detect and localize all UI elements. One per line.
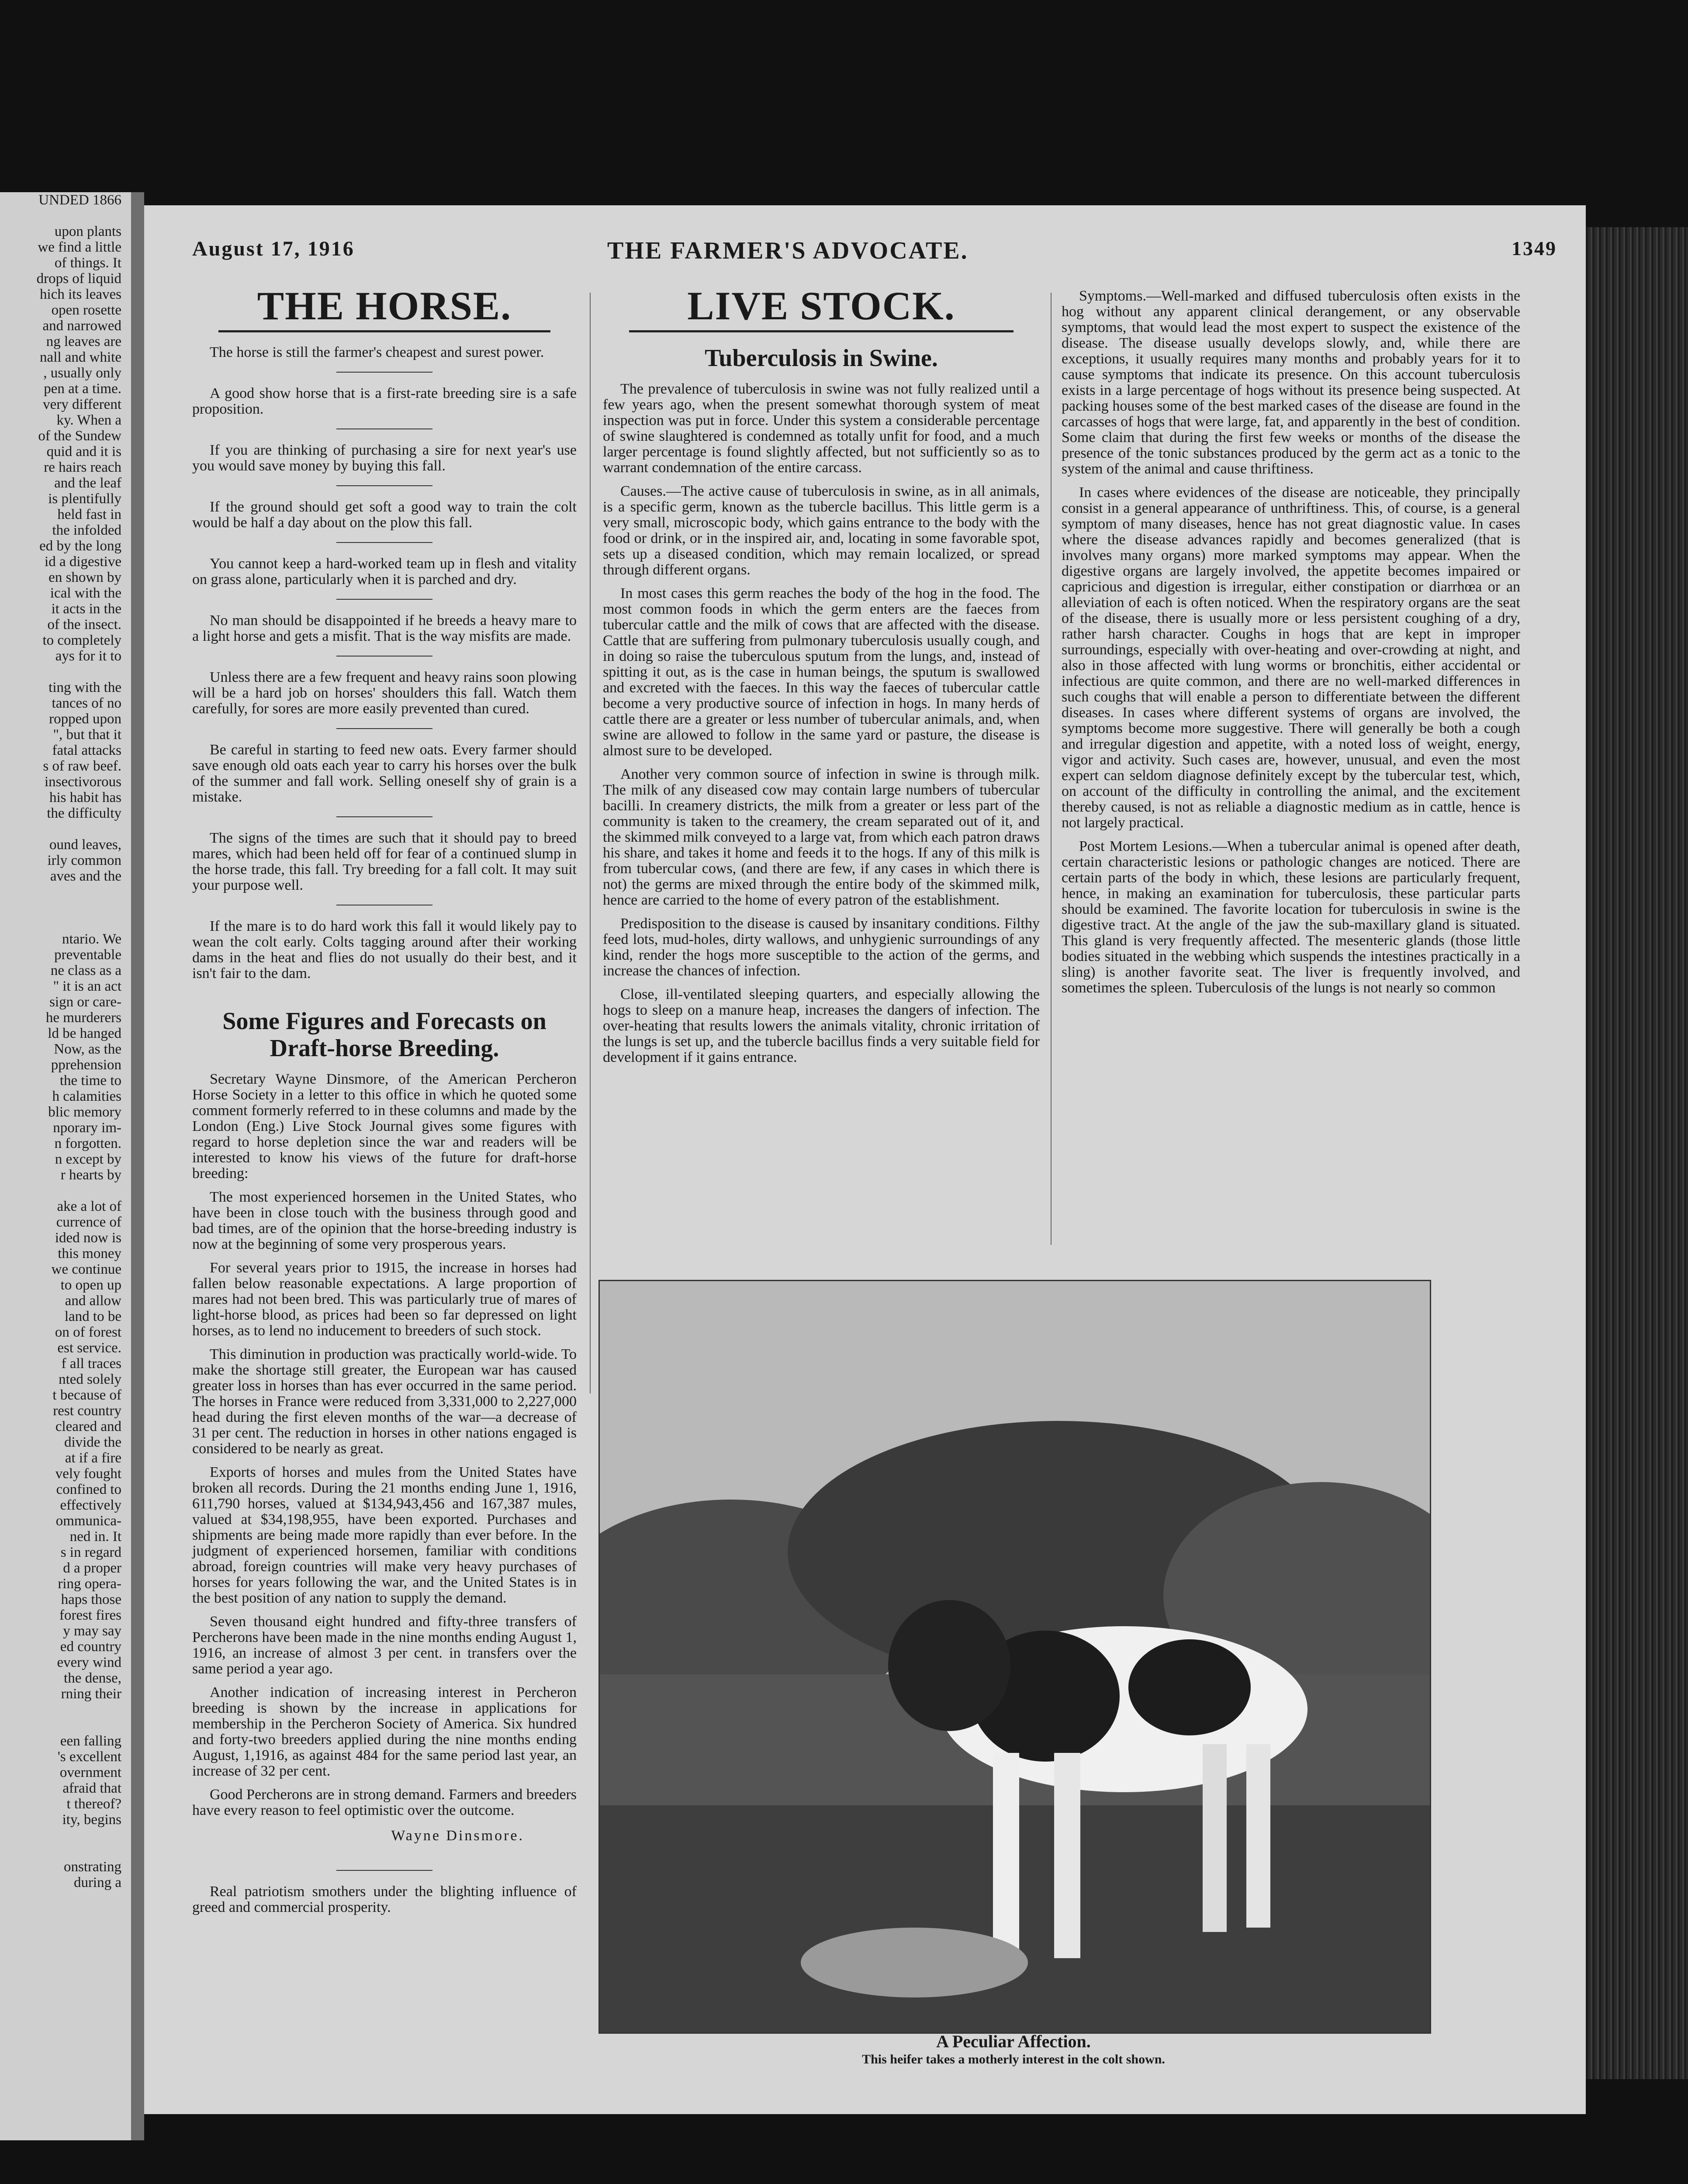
horse-note: Be careful in starting to feed new oats. Every farmer should save enough old oats each year to carry his horses over the bulk of the summer and fall work. Selling oneself shy of grain is a mistake. xyxy=(192,742,577,805)
left-page-line: and allow xyxy=(65,1293,121,1309)
left-page-line: rning their xyxy=(61,1686,121,1702)
left-page-line: preventable xyxy=(54,947,121,963)
left-page-line: forest fires xyxy=(59,1607,121,1623)
horse-note: The horse is still the farmer's cheapest and surest power. xyxy=(210,344,544,360)
left-page-line xyxy=(0,1717,131,1733)
section-rule xyxy=(629,330,1013,332)
divider xyxy=(336,1870,432,1871)
left-page-line: confined to xyxy=(56,1482,121,1497)
left-page-line: the infolded xyxy=(52,522,121,538)
left-page-line xyxy=(0,1702,131,1717)
tuberculosis-article-title: Tuberculosis in Swine. xyxy=(705,345,938,372)
closing-remark: Real patriotism smothers under the blighting influence of greed and commercial prosperity. xyxy=(192,1883,577,1915)
left-page-line: ned in. It xyxy=(69,1529,121,1545)
left-page-line: tances of no xyxy=(52,695,121,711)
left-page-line xyxy=(0,821,131,837)
left-page-line: 's excellent xyxy=(57,1749,121,1765)
left-page-line: open rosette xyxy=(51,302,121,318)
left-page-line xyxy=(0,1183,131,1199)
left-page-line: t because of xyxy=(52,1387,121,1403)
horse-note: If the ground should get soft a good way to train the colt would be half a day about on the plow this fall. xyxy=(192,499,577,531)
photo-illustration xyxy=(600,1281,1430,2032)
note-divider xyxy=(336,542,432,543)
masthead: THE FARMER'S ADVOCATE. xyxy=(607,237,969,264)
left-page-line: ring opera- xyxy=(58,1576,121,1592)
newspaper-page xyxy=(144,205,1586,2114)
article-paragraph: Causes.—The active cause of tuberculosis in swine, as in all animals, is a specific germ, known as the tubercle bacillus. This little germ is a very small, microscopic body, which gains entrance to the body with the food or drink, or in the inspired air, and, locating in some favorable spot, sets up a diseased condition, which may remain localized, or spread through different organs. xyxy=(603,483,1040,578)
left-page-line xyxy=(0,208,131,224)
horse-note: You cannot keep a hard-worked team up in flesh and vitality on grass alone, particularly when it is parched and dry. xyxy=(192,556,577,587)
section-rule xyxy=(218,330,550,332)
article-paragraph: Another indication of increasing interest in Percheron breeding is shown by the increase in applications for membership in the Percheron Society of America. Six hundred and forty-two breeders applied during the nine months ending August, 1,1916, as against 484 for the same period last year, an increase of 32 per cent. xyxy=(192,1684,577,1779)
left-page-line: ntario. We xyxy=(62,931,121,947)
left-page-line xyxy=(0,900,131,916)
left-page-line: during a xyxy=(73,1875,121,1890)
left-page-line: ake a lot of xyxy=(57,1199,121,1214)
left-page-line: ided now is xyxy=(55,1230,121,1246)
symptoms-column xyxy=(1062,288,1520,1004)
photo-caption: This heifer takes a motherly interest in the colt shown. xyxy=(862,2052,1165,2067)
horse-column xyxy=(192,284,577,1915)
article-signature: Wayne Dinsmore. xyxy=(391,1828,524,1844)
left-page-line: re hairs reach xyxy=(44,460,121,475)
issue-date: August 17, 1916 xyxy=(192,237,355,260)
left-page-line: the time to xyxy=(59,1073,121,1089)
horse-note: A good show horse that is a first-rate breeding sire is a safe proposition. xyxy=(192,385,577,417)
left-page-line: f all traces xyxy=(61,1356,121,1372)
left-page-line: pprehension xyxy=(51,1057,121,1073)
left-page-line: upon plants xyxy=(54,224,121,239)
left-page-line: nall and white xyxy=(40,349,121,365)
column-divider xyxy=(590,293,591,1393)
left-page-line: irly common xyxy=(47,853,121,868)
left-page-line: vely fought xyxy=(55,1466,121,1482)
left-page-line: land to be xyxy=(64,1309,121,1324)
left-page-line: of things. It xyxy=(54,255,121,271)
left-page-line: to completely xyxy=(42,632,121,648)
left-page-line xyxy=(0,1828,131,1843)
article-paragraph: Exports of horses and mules from the United States have broken all records. During the 21 months ending June 1, 1916, 611,790 horses, valued at $134,943,456 and 167,387 mules, valued at $34,198,955, have been exported. Purchases and shipments are being made more rapidly than ever before. In the judgment of experienced horsemen, familiar with conditions abroad, foreign countries will make very heavy purchases of horses for years following the war, and the United States is in the best position of any nation to supply the demand. xyxy=(192,1464,577,1606)
left-page-line: he murderers xyxy=(45,1010,121,1026)
left-page-line: very different xyxy=(43,397,121,412)
left-page-line: ld be hanged xyxy=(48,1026,121,1041)
left-page-line: of the Sundew xyxy=(38,428,121,444)
horse-note: No man should be disappointed if he breeds a heavy mare to a light horse and gets a misfit. That is the way misfits are made. xyxy=(192,612,577,644)
left-page-line: aves and the xyxy=(50,868,121,884)
left-page-line: on of forest xyxy=(55,1324,121,1340)
left-page-line: quid and it is xyxy=(46,444,121,460)
note-divider xyxy=(336,816,432,817)
left-page-line: currence of xyxy=(56,1214,121,1230)
left-page-line: ne class as a xyxy=(50,963,121,978)
note-divider xyxy=(336,728,432,729)
horse-note: Unless there are a few frequent and heavy rains soon plowing will be a hard job on horses' shoulders this fall. Watch them carefully, for sores are more easily prevented than cured. xyxy=(192,669,577,717)
left-page-line: nted solely xyxy=(59,1372,121,1387)
left-page-line: s of raw beef. xyxy=(43,758,121,774)
article-paragraph: The prevalence of tuberculosis in swine was not fully realized until a few years ago, when the present somewhat thorough system of meat inspection was put in force. Under this system a considerable percentage of swine slaughtered is condemned as totally unfit for food, and a much larger percentage is found slightly affected, but not sufficiently so as to warrant condemnation of the entire carcass. xyxy=(603,381,1040,476)
left-page-line: we continue xyxy=(51,1261,121,1277)
left-page-line: hich its leaves xyxy=(40,287,121,302)
left-page-line: afraid that xyxy=(62,1780,121,1796)
left-page-line: est service. xyxy=(57,1340,121,1356)
draft-horse-article-title: Some Figures and Forecasts on Draft-horse Breeding. xyxy=(222,1008,547,1062)
left-page-line: and the leaf xyxy=(54,475,121,491)
left-page-line: sign or care- xyxy=(49,994,121,1010)
left-page-line: n forgotten. xyxy=(54,1136,121,1151)
left-page-text xyxy=(0,192,131,1890)
symptoms-article-body xyxy=(1062,288,1520,996)
left-page-line: ed country xyxy=(60,1639,121,1655)
left-page-line xyxy=(0,916,131,931)
left-page-line: drops of liquid xyxy=(36,271,121,287)
left-page-line: nporary im- xyxy=(53,1120,121,1136)
horse-note: If the mare is to do hard work this fall it would likely pay to wean the colt early. Colts tagging around after their working dams in the heat and flies do not usually do their best, and it isn't fair to the dam. xyxy=(192,918,577,981)
article-paragraph: In most cases this germ reaches the body of the hog in the food. The most common foods in which the germ enters are the faeces from tubercular cattle and the milk of cows that are affected with the disease. Cattle that are suffering from pulmonary tuberculosis usually cough, and in doing so raise the tuberculous sputum from the lungs, and, instead of spitting it out, as is the case in human beings, the sputum is swallowed and excreted with the faeces. In this way the faeces of tubercular cattle become a very productive source of infection in hogs. In many herds of cattle there are a greater or less number of tubercular animals, and, when swine are allowed to follow in the same yard or pasture, the disease is almost sure to be developed. xyxy=(603,585,1040,759)
horse-section-title: THE HORSE. xyxy=(257,283,512,328)
left-page-line xyxy=(0,1843,131,1859)
horse-note: The signs of the times are such that it should pay to breed mares, which had been held off for fear of a continued slump in the horse trade, this fall. Try breeding for a fall colt. It may suit your purpose well. xyxy=(192,830,577,893)
heifer-and-colt-photo xyxy=(598,1280,1431,2034)
note-divider xyxy=(336,599,432,600)
left-page-line: the dense, xyxy=(64,1670,121,1686)
left-page-line: it acts in the xyxy=(51,601,121,617)
left-page-line: the difficulty xyxy=(47,805,121,821)
left-page-line: ropped upon xyxy=(49,711,121,727)
left-page-line: y may say xyxy=(63,1623,121,1639)
left-page-line: onstrating xyxy=(64,1859,121,1875)
left-page-line: s in regard xyxy=(60,1545,121,1560)
page-number: 1349 xyxy=(1512,237,1557,259)
left-page-line: insectivorous xyxy=(45,774,121,790)
left-page-line: " it is an act xyxy=(53,978,121,994)
article-paragraph: Another very common source of infection in swine is through milk. The milk of any diseased cow may contain large numbers of tubercular bacilli. In creamery districts, the milk from a greater or less part of the community is taken to the creamery, the cream separated out of it, and the skimmed milk conveyed to a large vat, from which each patron draws his share, and takes it home and feeds it to the hogs. If any of this milk is from tubercular cows, (and there are few, if any cases in which there is not) the germs are mixed through the entire body of the skimmed milk, hence are carried to the home of every patron of the establishment. xyxy=(603,766,1040,908)
horse-note: If you are thinking of purchasing a sire for next year's use you would save money by buying this fall. xyxy=(192,442,577,474)
note-divider xyxy=(336,372,432,373)
left-page-line: rest country xyxy=(53,1403,121,1419)
article-paragraph: In cases where evidences of the disease are noticeable, they principally consist in a general appearance of unthriftiness. This, of course, is a general symptom of many diseases, hence has not great diagnostic value. In cases where the disease advances rapidly and becomes generalized (that is involves many organs) more marked symptoms may appear. When the digestive organs are largely involved, the appetite becomes impaired or capricious and digestion is irregular, either constipation or diarrhœa or an alleviation of each is often noticed. When the respiratory organs are the seat of the disease, there is usually more or less persistent coughing of a dry, rather harsh character. Coughs in hogs that are kept in improper surroundings, especially with over-heating and over-crowding at night, and also in those affected with lung worms or bronchitis, either accidental or infectious are quite common, and there are no well-marked differences in such coughs that will enable a person to differentiate between the different diseases. In cases where different systems of organs are involved, the symptoms become more suggestive. There will generally be both a cough and irregular digestion and appetite, with a noted loss of weight, energy, vigor and activity. Such cases are, however, unusual, and even the most expert can seldom diagnose definitely except by the tubercular test, which, on account of the difficulty in controlling the animal, and the excitement thereby caused, is not as reliable a diagnostic medium as in cattle, hence is not largely practical. xyxy=(1062,484,1520,831)
left-page-line: his habit has xyxy=(49,790,121,805)
draft-horse-article-body xyxy=(192,1071,577,1818)
left-page-line: every wind xyxy=(57,1655,121,1670)
left-page-line: ed by the long xyxy=(39,538,121,554)
left-page-line: een falling xyxy=(60,1733,121,1749)
left-page-line: effectively xyxy=(60,1497,121,1513)
left-page-line: id a digestive xyxy=(45,554,121,570)
note-divider xyxy=(336,485,432,486)
left-page-line: ity, begins xyxy=(62,1812,121,1828)
left-page-line: h calamities xyxy=(52,1089,121,1104)
left-page-line: this money xyxy=(58,1246,121,1261)
horse-notes xyxy=(192,345,577,981)
left-page-line xyxy=(0,664,131,680)
photo-caption-title: A Peculiar Affection. xyxy=(936,2032,1091,2051)
left-page-line: UNDED 1866 xyxy=(38,192,121,208)
left-page-line: n except by xyxy=(55,1151,121,1167)
left-page-line: blic memory xyxy=(48,1104,121,1120)
livestock-section-title: LIVE STOCK. xyxy=(687,283,955,328)
left-page-line: ting with the xyxy=(48,680,121,695)
book-gutter xyxy=(131,192,144,2140)
left-page-line: divide the xyxy=(64,1434,121,1450)
left-page-line: ky. When a xyxy=(56,412,121,428)
left-page-line: at if a fire xyxy=(65,1450,121,1466)
tuberculosis-article-body xyxy=(603,381,1040,1065)
left-page-line xyxy=(0,884,131,900)
left-page-line: of the insect. xyxy=(47,617,121,632)
left-page-line: we find a little xyxy=(38,239,121,255)
left-page-line: is plentifully xyxy=(48,491,121,507)
left-page-line: fatal attacks xyxy=(52,743,121,758)
left-page-line: ays for it to xyxy=(55,648,121,664)
left-page-line: ng leaves are xyxy=(46,334,121,349)
left-page-line: Now, as the xyxy=(54,1041,121,1057)
left-page-line: en shown by xyxy=(48,570,121,585)
left-page-line: to open up xyxy=(60,1277,121,1293)
left-page-line: and narrowed xyxy=(42,318,121,334)
article-paragraph: Secretary Wayne Dinsmore, of the American Percheron Horse Society in a letter to this office in which he quoted some comment formerly referred to in these columns and made by the London (Eng.) Live Stock Journal gives some figures with regard to horse depletion since the war and readers will be interested to know his views of the future for draft-horse breeding: xyxy=(192,1071,577,1182)
left-page-line: , usually only xyxy=(43,365,121,381)
column-divider xyxy=(1051,293,1052,1245)
left-page-line: pen at a time. xyxy=(44,381,121,397)
livestock-column xyxy=(603,284,1040,1073)
article-paragraph: Symptoms.—Well-marked and diffused tuberculosis often exists in the hog without any apparent clinical derangement, or any observable symptoms, that would lead the most expert to suspect the existence of the disease. The disease usually develops slowly, and, while there are exceptions, it usually requires many months and probably years for it to cause symptoms that indicate its presence. On this account tuberculosis exists in a large percentage of hogs without its presence being suspected. At packing houses some of the best marked cases of the disease are found in the carcasses of hogs that were large, fat, and apparently in the best of condition. Some claim that during the first few weeks or months of the disease the presence of the tonic substances produced by the germ act as a tonic to the system of the animal and cause thriftiness. xyxy=(1062,288,1520,477)
note-divider xyxy=(336,656,432,657)
left-page-line: ound leaves, xyxy=(49,837,121,853)
left-page-line: ical with the xyxy=(50,585,121,601)
article-paragraph: Post Mortem Lesions.—When a tubercular animal is opened after death, certain characteristic lesions or pathologic changes are noticed. There are certain parts of the body in which, these lesions are particularly frequent, hence, in making an examination for tuberculosis, these particular parts should be examined. The favorite location for tuberculosis in swine is the digestive tract. At the angle of the jaw the sub-maxillary gland is situated. This gland is very frequently affected. The mesenteric glands (those little bodies situated in the webbing which suspends the intestines practically in a sling) is another favorite seat. The liver is frequently involved, and sometimes the spleen. Tuberculosis of the lungs is not nearly so common xyxy=(1062,838,1520,996)
article-paragraph: Close, ill-ventilated sleeping quarters, and especially allowing the hogs to sleep on a manure heap, increases the dangers of infection. The over-heating that results lowers the animals vitality, chronic irritation of the lungs is set up, and the tubercle bacillus finds a very suitable field for development if it gains entrance. xyxy=(603,986,1040,1065)
article-paragraph: For several years prior to 1915, the increase in horses had fallen below reasonable expectations. A large proportion of mares had not been bred. This was particularly true of mares of light-horse blood, as prices had been so far depressed on light horses, as to lend no inducement to breeders of such stock. xyxy=(192,1260,577,1339)
left-page-line: cleared and xyxy=(55,1419,121,1434)
article-paragraph: Seven thousand eight hundred and fifty-three transfers of Percherons have been made in the nine months ending August 1, 1916, an increase of almost 3 per cent. in transfers over the same period a year ago. xyxy=(192,1614,577,1677)
left-page-fragment xyxy=(0,192,131,2140)
left-page-line: held fast in xyxy=(57,507,121,522)
article-paragraph: This diminution in production was practically world-wide. To make the shortage still greater, the European war has caused greater loss in horses than has ever occurred in the same period. The horses in France were reduced from 3,331,000 to 2,227,000 head during the first eleven months of the war—a decrease of 31 per cent. The reduction in horses in other nations engaged is considered to be nearly as great. xyxy=(192,1346,577,1457)
left-page-line: overnment xyxy=(59,1765,121,1780)
left-page-line: t thereof? xyxy=(66,1796,121,1812)
left-page-line: ommunica- xyxy=(55,1513,121,1529)
article-paragraph: The most experienced horsemen in the United States, who have been in close touch with the business through good and bad times, are of the opinion that the horse-breeding industry is now at the beginning of some very prosperous years. xyxy=(192,1189,577,1252)
left-page-line: d a proper xyxy=(63,1560,121,1576)
left-page-line: haps those xyxy=(61,1592,121,1607)
book-page-edges xyxy=(1581,227,1688,2079)
left-page-line: ", but that it xyxy=(53,727,121,743)
left-page-line: r hearts by xyxy=(60,1167,121,1183)
article-paragraph: Predisposition to the disease is caused by insanitary conditions. Filthy feed lots, mud-holes, dirty wallows, and unhygienic surroundings of any kind, render the hogs more susceptible to the action of the germs, and increase the chances of infection. xyxy=(603,916,1040,979)
article-paragraph: Good Percherons are in strong demand. Farmers and breeders have every reason to feel optimistic over the outcome. xyxy=(192,1787,577,1818)
